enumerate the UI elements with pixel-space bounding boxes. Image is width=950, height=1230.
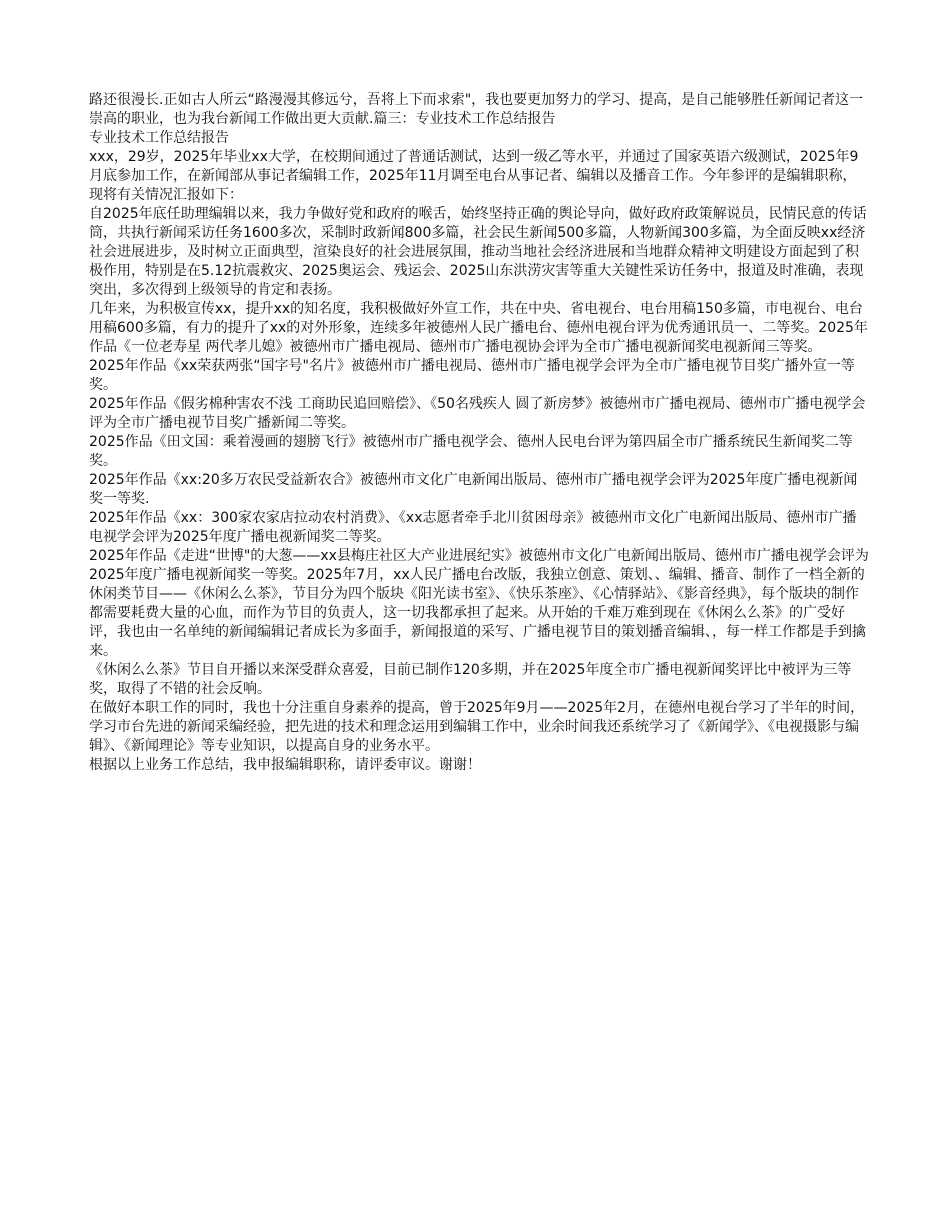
paragraph-intro: 路还很漫长.正如古人所云“路漫漫其修远兮，吾将上下而求索"，我也要更加努力的学习、提高，是自己能够胜任新闻记者这一崇高的职业，也为我台新闻工作做出更大贡献.篇三：专业技术工作总结报告 <box>89 92 864 127</box>
paragraph-award: 2025年作品《xx：300家农家店拉动农村消费》、《xx志愿者牵手北川贫困母亲》被德州市文化广电新闻出版局、德州市广播电视学会评为2025年度广播电视新闻奖二等奖。 <box>89 510 857 545</box>
paragraph-award: 2025年作品《xx荣获两张“国字号"名片》被德州市广播电视局、德州市广播电视学会评为全市广播电视节目奖广播外宣一等奖。 <box>89 358 855 393</box>
document-body <box>89 91 869 775</box>
paragraph-external-publicity: 几年来，为积极宣传xx，提升xx的知名度，我积极做好外宣工作，共在中央、省电视台、电台用稿150多篇，市电视台、电台用稿600多篇，有力的提升了xx的对外形象，连续多年被德州人民广播电台、德州电视台评为优秀通讯员一、二等奖。2025年作品《一位老寿星 两代孝儿媳》被德州市广播电视局、德州市广播电视协会评为全市广播电视新闻奖电视新闻三等奖。 <box>89 301 868 355</box>
paragraph-program-creation: 2025年作品《走进“世博"的大葱——xx县梅庄社区大产业进展纪实》被德州市文化广电新闻出版局、德州市广播电视学会评为2025年度广播电视新闻奖一等奖。2025年7月，xx人民广播电台改版，我独立创意、策划、、编辑、播音、制作了一档全新的休闲类节目——《休闲么么茶》，节目分为四个版块《阳光读书室》、《快乐茶座》、《心情驿站》、《影音经典》，每个版块的制作都需要耗费大量的心血，而作为节目的负责人，这一切我都承担了起来。从开始的千难万难到现在《休闲么么茶》的广受好评，我也由一名单纯的新闻编辑记者成长为多面手，新闻报道的采写、广播电视节目的策划播音编辑、，每一样工作都是手到擒来。 <box>89 548 869 659</box>
paragraph-heading: 专业技术工作总结报告 <box>89 130 229 146</box>
paragraph-closing: 根据以上业务工作总结，我申报编辑职称，请评委审议。谢谢！ <box>89 757 481 773</box>
paragraph-news-work: 自2025年底任助理编辑以来，我力争做好党和政府的喉舌，始终坚持正确的舆论导向，做好政府政策解说员，民情民意的传话筒，共执行新闻采访任务1600多次，采制时政新闻800多篇，社会民生新闻500多篇，人物新闻300多篇，为全面反映xx经济社会进展进步，及时树立正面典型，渲染良好的社会进展氛围，推动当地社会经济进展和当地群众精神文明建设方面起到了积极作用，特别是在5.12抗震救灾、2025奥运会、残运会、2025山东洪涝灾害等重大关键性采访任务中，报道及时准确，表现突出，多次得到上级领导的肯定和表扬。 <box>89 206 867 298</box>
paragraph-award: 2025年作品《xx:20多万农民受益新农合》被德州市文化广电新闻出版局、德州市广播电视学会评为2025年度广播电视新闻奖一等奖. <box>89 472 858 507</box>
paragraph-program-reception: 《休闲么么茶》节目自开播以来深受群众喜爱，目前已制作120多期，并在2025年度全市广播电视新闻奖评比中被评为三等奖，取得了不错的社会反响。 <box>89 662 852 697</box>
paragraph-self-improvement: 在做好本职工作的同时，我也十分注重自身素养的提高，曾于2025年9月——2025年2月，在德州电视台学习了半年的时间，学习市台先进的新闻采编经验，把先进的技术和理念运用到编辑工作中，业余时间我还系统学习了《新闻学》、《电视摄影与编辑》、《新闻理论》等专业知识，以提高自身的业务水平。 <box>89 700 865 754</box>
paragraph-personal-info: xxx，29岁，2025年毕业xx大学，在校期间通过了普通话测试，达到一级乙等水平，并通过了国家英语六级测试，2025年9月底参加工作，在新闻部从事记者编辑工作，2025年11月调至电台从事记者、编辑以及播音工作。今年参评的是编辑职称，现将有关情况汇报如下： <box>89 149 859 203</box>
paragraph-award: 2025年作品《假劣棉种害农不浅 工商助民追回赔偿》、《50名残疾人 圆了新房梦》被德州市广播电视局、德州市广播电视学会评为全市广播电视节目奖广播新闻二等奖。 <box>89 396 866 431</box>
paragraph-award: 2025作品《田文国：乘着漫画的翅膀飞行》被德州市广播电视学会、德州人民电台评为第四届全市广播系统民生新闻奖二等奖。 <box>89 434 853 469</box>
